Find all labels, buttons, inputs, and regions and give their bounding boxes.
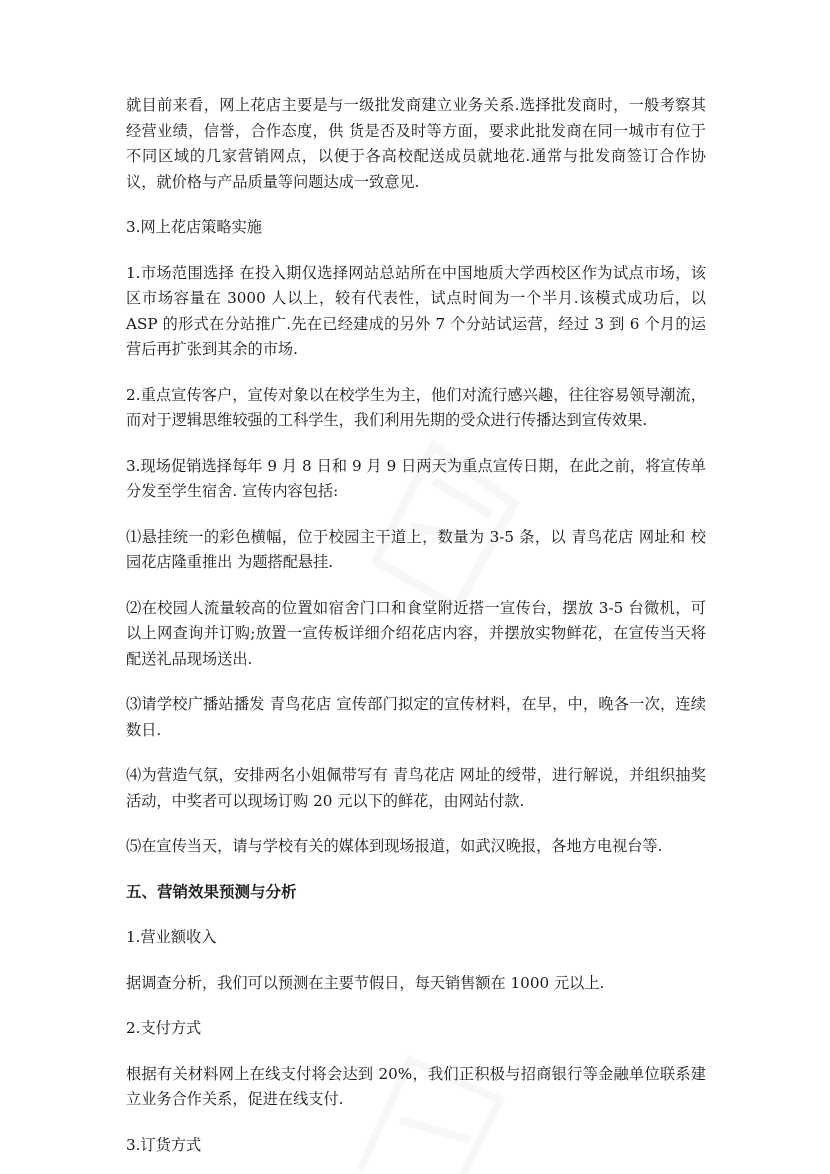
- list-item-booth: ⑵在校园人流量较高的位置如宿舍门口和食堂附近搭一宣传台，摆放 3-5 台微机，可以上网查询并订购;放置一宣传板详细介绍花店内容，并摆放实物鲜花，在宣传当天将配送礼品现场送出.: [126, 598, 706, 668]
- list-item-sash: ⑷为营造气氛，安排两名小姐佩带写有 青鸟花店 网址的绶带，进行解说，并组织抽奖活动，中奖者可以现场订购 20 元以下的鲜花，由网站付款.: [126, 766, 706, 810]
- subheading-revenue: 1.营业额收入: [126, 928, 217, 946]
- list-item-broadcast: ⑶请学校广播站播发 青鸟花店 宣传部门拟定的宣传材料，在早，中，晚各一次，连续数日.: [126, 695, 706, 739]
- section-heading-forecast: 五、营销效果预测与分析: [126, 882, 297, 901]
- subheading-ordering: 3.订货方式: [126, 1135, 202, 1154]
- document-body: [126, 93, 706, 1174]
- paragraph-key-customers: 2.重点宣传客户，宣传对象以在校学生为主，他们对流行感兴趣，往往容易领导潮流，而对于逻辑思维较强的工科学生，我们利用先期的受众进行传播达到宣传效果.: [126, 385, 706, 429]
- paragraph-onsite-promotion: 3.现场促销选择每年 9 月 8 日和 9 月 9 日两天为重点宣传日期，在此之前，将宣传单分发至学生宿舍. 宣传内容包括:: [126, 456, 706, 500]
- section-title-strategy: 3.网上花店策略实施: [126, 218, 262, 236]
- subheading-payment: 2.支付方式: [126, 1019, 202, 1037]
- paragraph-revenue: 据调查分析，我们可以预测在主要节假日，每天销售额在 1000 元以上.: [126, 973, 605, 992]
- paragraph-intro: 就目前来看，网上花店主要是与一级批发商建立业务关系.选择批发商时，一般考察其经营业绩，信誉，合作态度，供 货是否及时等方面，要求此批发商在同一城市有位于不同区域的几家营销网点，以便于各高校配送成员就地花.通常与批发商签订合作协议，就价格与产品质量等问题达成一致意见.: [126, 96, 706, 191]
- list-item-banner: ⑴悬挂统一的彩色横幅，位于校园主干道上，数量为 3-5 条，以 青鸟花店 网址和 校园花店隆重推出 为题搭配悬挂.: [126, 527, 706, 571]
- list-item-media: ⑸在宣传当天，请与学校有关的媒体到现场报道，如武汉晚报，各地方电视台等.: [126, 837, 663, 855]
- paragraph-market-scope: 1.市场范围选择 在投入期仅选择网站总站所在中国地质大学西校区作为试点市场，该区市场容量在 3000 人以上，较有代表性，试点时间为一个半月.该模式成功后，以 ASP 的形式在分站推广.先在已经建成的另外 7 个分站试运营，经过 3 到 6 个月的运营后再扩张到其余的市场.: [126, 263, 706, 358]
- paragraph-payment: 根据有关材料网上在线支付将会达到 20%，我们正积极与招商银行等金融单位联系建立业务合作关系，促进在线支付.: [126, 1064, 706, 1108]
